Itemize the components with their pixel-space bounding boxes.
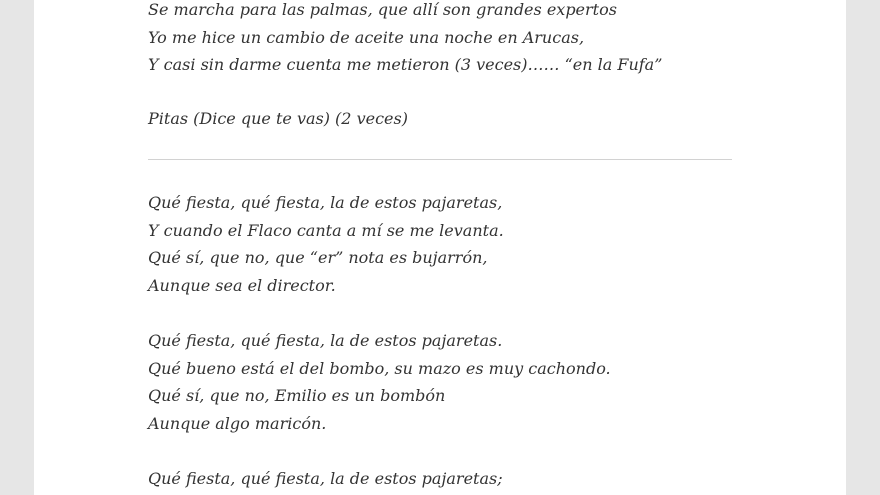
document-page [34,0,846,495]
lyric-line: Qué fiesta, qué fiesta, la de estos pajaretas, [148,193,503,212]
lyric-line: Pitas (Dice que te vas) (2 veces) [148,109,408,128]
lyric-line: Qué sí, que no, Emilio es un bombón [148,386,446,405]
stanza-2 [148,105,408,133]
lyric-line: Yo me hice un cambio de aceite una noche en Arucas, [148,27,585,47]
lyric-line: Se marcha para las palmas, que allí son grandes expertos [148,0,617,19]
stanza-1 [148,0,662,79]
lyric-line: Aunque algo maricón. [148,413,327,433]
stanza-4 [148,327,611,437]
lyric-line: Qué fiesta, qué fiesta, la de estos pajaretas. [148,331,503,350]
lyric-line: Y casi sin darme cuenta me metieron (3 veces)…… “en la Fufa” [148,55,663,74]
lyric-line: Qué sí, que no, que “er” nota es bujarrón, [148,248,488,267]
lyric-line: Aunque sea el director. [148,275,336,295]
stanza-3 [148,189,504,299]
lyric-line: Qué bueno está el del bombo, su mazo es muy cachondo. [148,358,611,378]
lyric-line: Y cuando el Flaco canta a mí se me levanta. [148,220,504,240]
section-divider [148,159,732,160]
stanza-5 [148,465,503,493]
lyric-line: Qué fiesta, qué fiesta, la de estos pajaretas; [148,469,503,488]
